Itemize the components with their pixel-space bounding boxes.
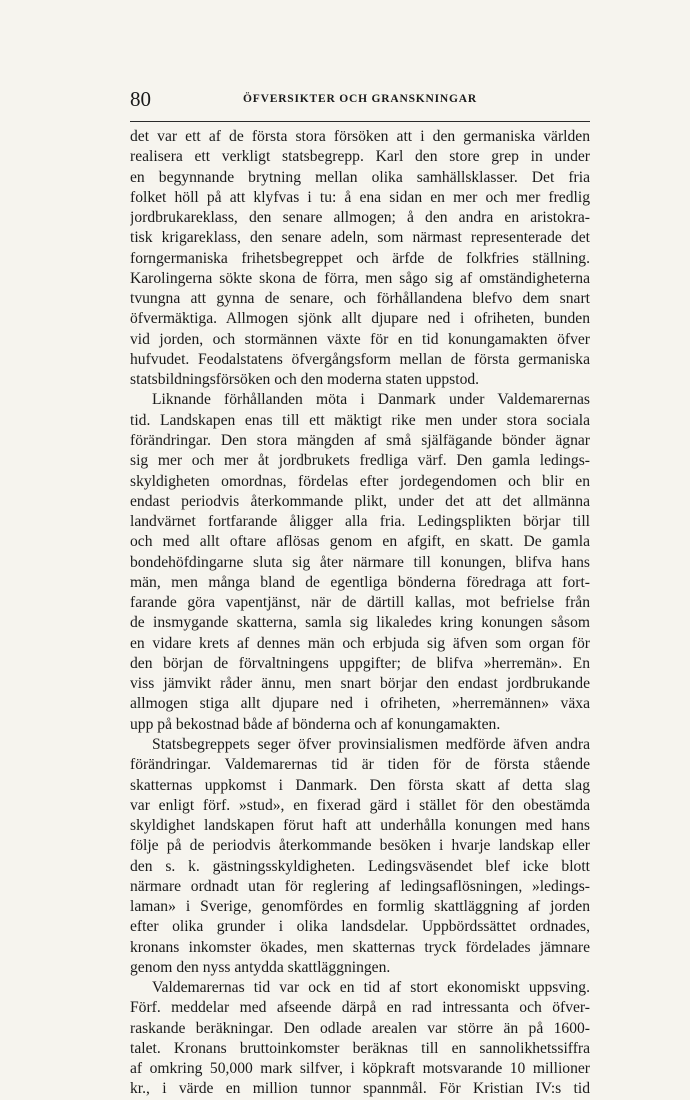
text-line: jordbrukareklass, den senare allmogen; å den andra en aristokra- [130, 209, 590, 227]
text-line: Valdemarernas tid var ock en tid af stort ekonomiskt uppsving. [152, 979, 590, 997]
text-line: allmogen stiga allt djupare ned i ofriheten, »herremännen» växa [130, 695, 590, 713]
body-text [130, 127, 590, 1100]
text-line: upp på bekostnad både af bönderna och af konungamakten. [130, 715, 501, 733]
text-line: realisera ett verkligt statsbegrepp. Karl den store grep in under [130, 148, 590, 166]
text-line: skatternas uppkomst i Danmark. Den första skatt af detta slag [130, 776, 590, 794]
text-line: en vidare krets af dennes män och erbjuda sig äfven som organ för [130, 634, 590, 652]
text-line: vid jorden, och stormännen växte för en tid konungamakten öfver [130, 330, 590, 348]
text-line: tid. Landskapen enas till ett mäktigt rike men under stora sociala [130, 411, 590, 429]
text-line: en begynnande brytning mellan olika samhällsklasser. Det fria [130, 168, 590, 186]
text-line: följe på de periodvis återkommande besöken i hvarje landskap eller [130, 837, 590, 855]
text-line: endast periodvis återkommande plikt, under det att det allmänna [130, 492, 590, 510]
page-header [130, 86, 590, 112]
text-line: förändringar. Valdemarernas tid är tiden för de första stående [130, 756, 590, 774]
text-line: och med allt oftare aflösas genom en afgift, en skatt. De gamla [130, 533, 590, 551]
text-line: kr., i värde en million tunnor spannmål. För Kristian IV:s tid [130, 1080, 590, 1098]
text-line: sig mer och mer åt jordbrukets fredliga värf. Den gamla ledings- [130, 452, 590, 470]
header-rule [130, 121, 590, 122]
text-line: män, men många bland de egentliga bönderna föredraga att fort- [130, 573, 590, 591]
text-line: de insmygande skatterna, samla sig likaledes kring konungen såsom [130, 614, 590, 632]
text-line: öfvermäktiga. Allmogen sjönk allt djupare ned i ofriheten, bunden [130, 310, 590, 328]
text-line: skyldighet landskapen förut haft att underhålla konungen med hans [130, 817, 590, 835]
text-line: af omkring 50,000 mark silfver, i köpkraft motsvarande 10 millioner [130, 1060, 590, 1078]
text-line: farande göra vapentjänst, när de därtill kallas, mot befrielse från [130, 594, 590, 612]
text-line: förändringar. Den stora mängden af små själfägande bönder ägnar [130, 431, 590, 449]
text-line: raskande beräkningar. Den odlade arealen var större än på 1600- [130, 1019, 590, 1037]
text-line: Förf. meddelar med afseende därpå en rad intressanta och öfver- [130, 999, 590, 1017]
text-line: viss jämvikt råder ännu, men snart börjar den endast jordbrukande [130, 675, 590, 693]
text-line: det var ett af de första stora försöken att i den germaniska världen [130, 128, 590, 145]
text-line: bondehöfdingarne sluta sig åter närmare till konungen, blifva hans [130, 553, 590, 571]
text-line: kronans inkomster ökades, men skatternas tryck fördelades jämnare [130, 938, 590, 956]
text-line: tisk krigareklass, den senare adeln, som närmast representerade det [130, 229, 590, 247]
text-line: var enligt förf. »stud», en fixerad gärd i stället för den obestämda [130, 796, 590, 814]
text-line: skyldigheten omordnas, fördelas efter jordegendomen och blir en [130, 472, 590, 490]
text-line: landvärnet fortfarande åligger alla fria. Ledingsplikten börjar till [130, 513, 590, 531]
text-line: Liknande förhållanden möta i Danmark under Valdemarernas [152, 391, 590, 409]
text-line: närmare ordnadt utan för reglering af ledingsaflösningen, »ledings- [130, 877, 590, 895]
page-number: 80 [130, 87, 151, 111]
text-line: statsbildningsförsöken och den moderna staten uppstod. [130, 371, 480, 389]
text-line: Karolingerna sökte skona de förra, men sågo sig af omständigheterna [130, 269, 590, 287]
text-line: den början de förvaltningens uppgifter; de blifva »herremän». En [130, 654, 590, 672]
text-line: efter olika grunder i olika landsdelar. Uppbördssättet ordnades, [130, 918, 590, 936]
text-line: forngermaniska frihetsbegreppet och ärfde de folkfries ställning. [130, 249, 590, 267]
text-line: den s. k. gästningsskyldigheten. Ledingsväsendet blef icke blott [130, 857, 590, 875]
text-line: hufvudet. Feodalstatens öfvergångsform mellan de första germaniska [130, 350, 590, 368]
text-line: Statsbegreppets seger öfver provinsialismen medförde äfven andra [152, 735, 590, 753]
running-head: ÖFVERSIKTER OCH GRANSKNINGAR [243, 93, 477, 105]
text-line: laman» i Sverige, genomfördes en formlig skattläggning af jorden [130, 898, 590, 916]
text-line: folket höll på att klyfvas i tu: å ena sidan en mer och mer fredlig [130, 188, 590, 206]
text-line: tvungna att gynna de senare, och förhållandena blefvo dem snart [130, 290, 590, 308]
text-line: genom den nyss antydda skattläggningen. [130, 958, 391, 976]
text-line: talet. Kronans bruttoinkomster beräknas till en sannolikhetssiffra [130, 1039, 590, 1057]
